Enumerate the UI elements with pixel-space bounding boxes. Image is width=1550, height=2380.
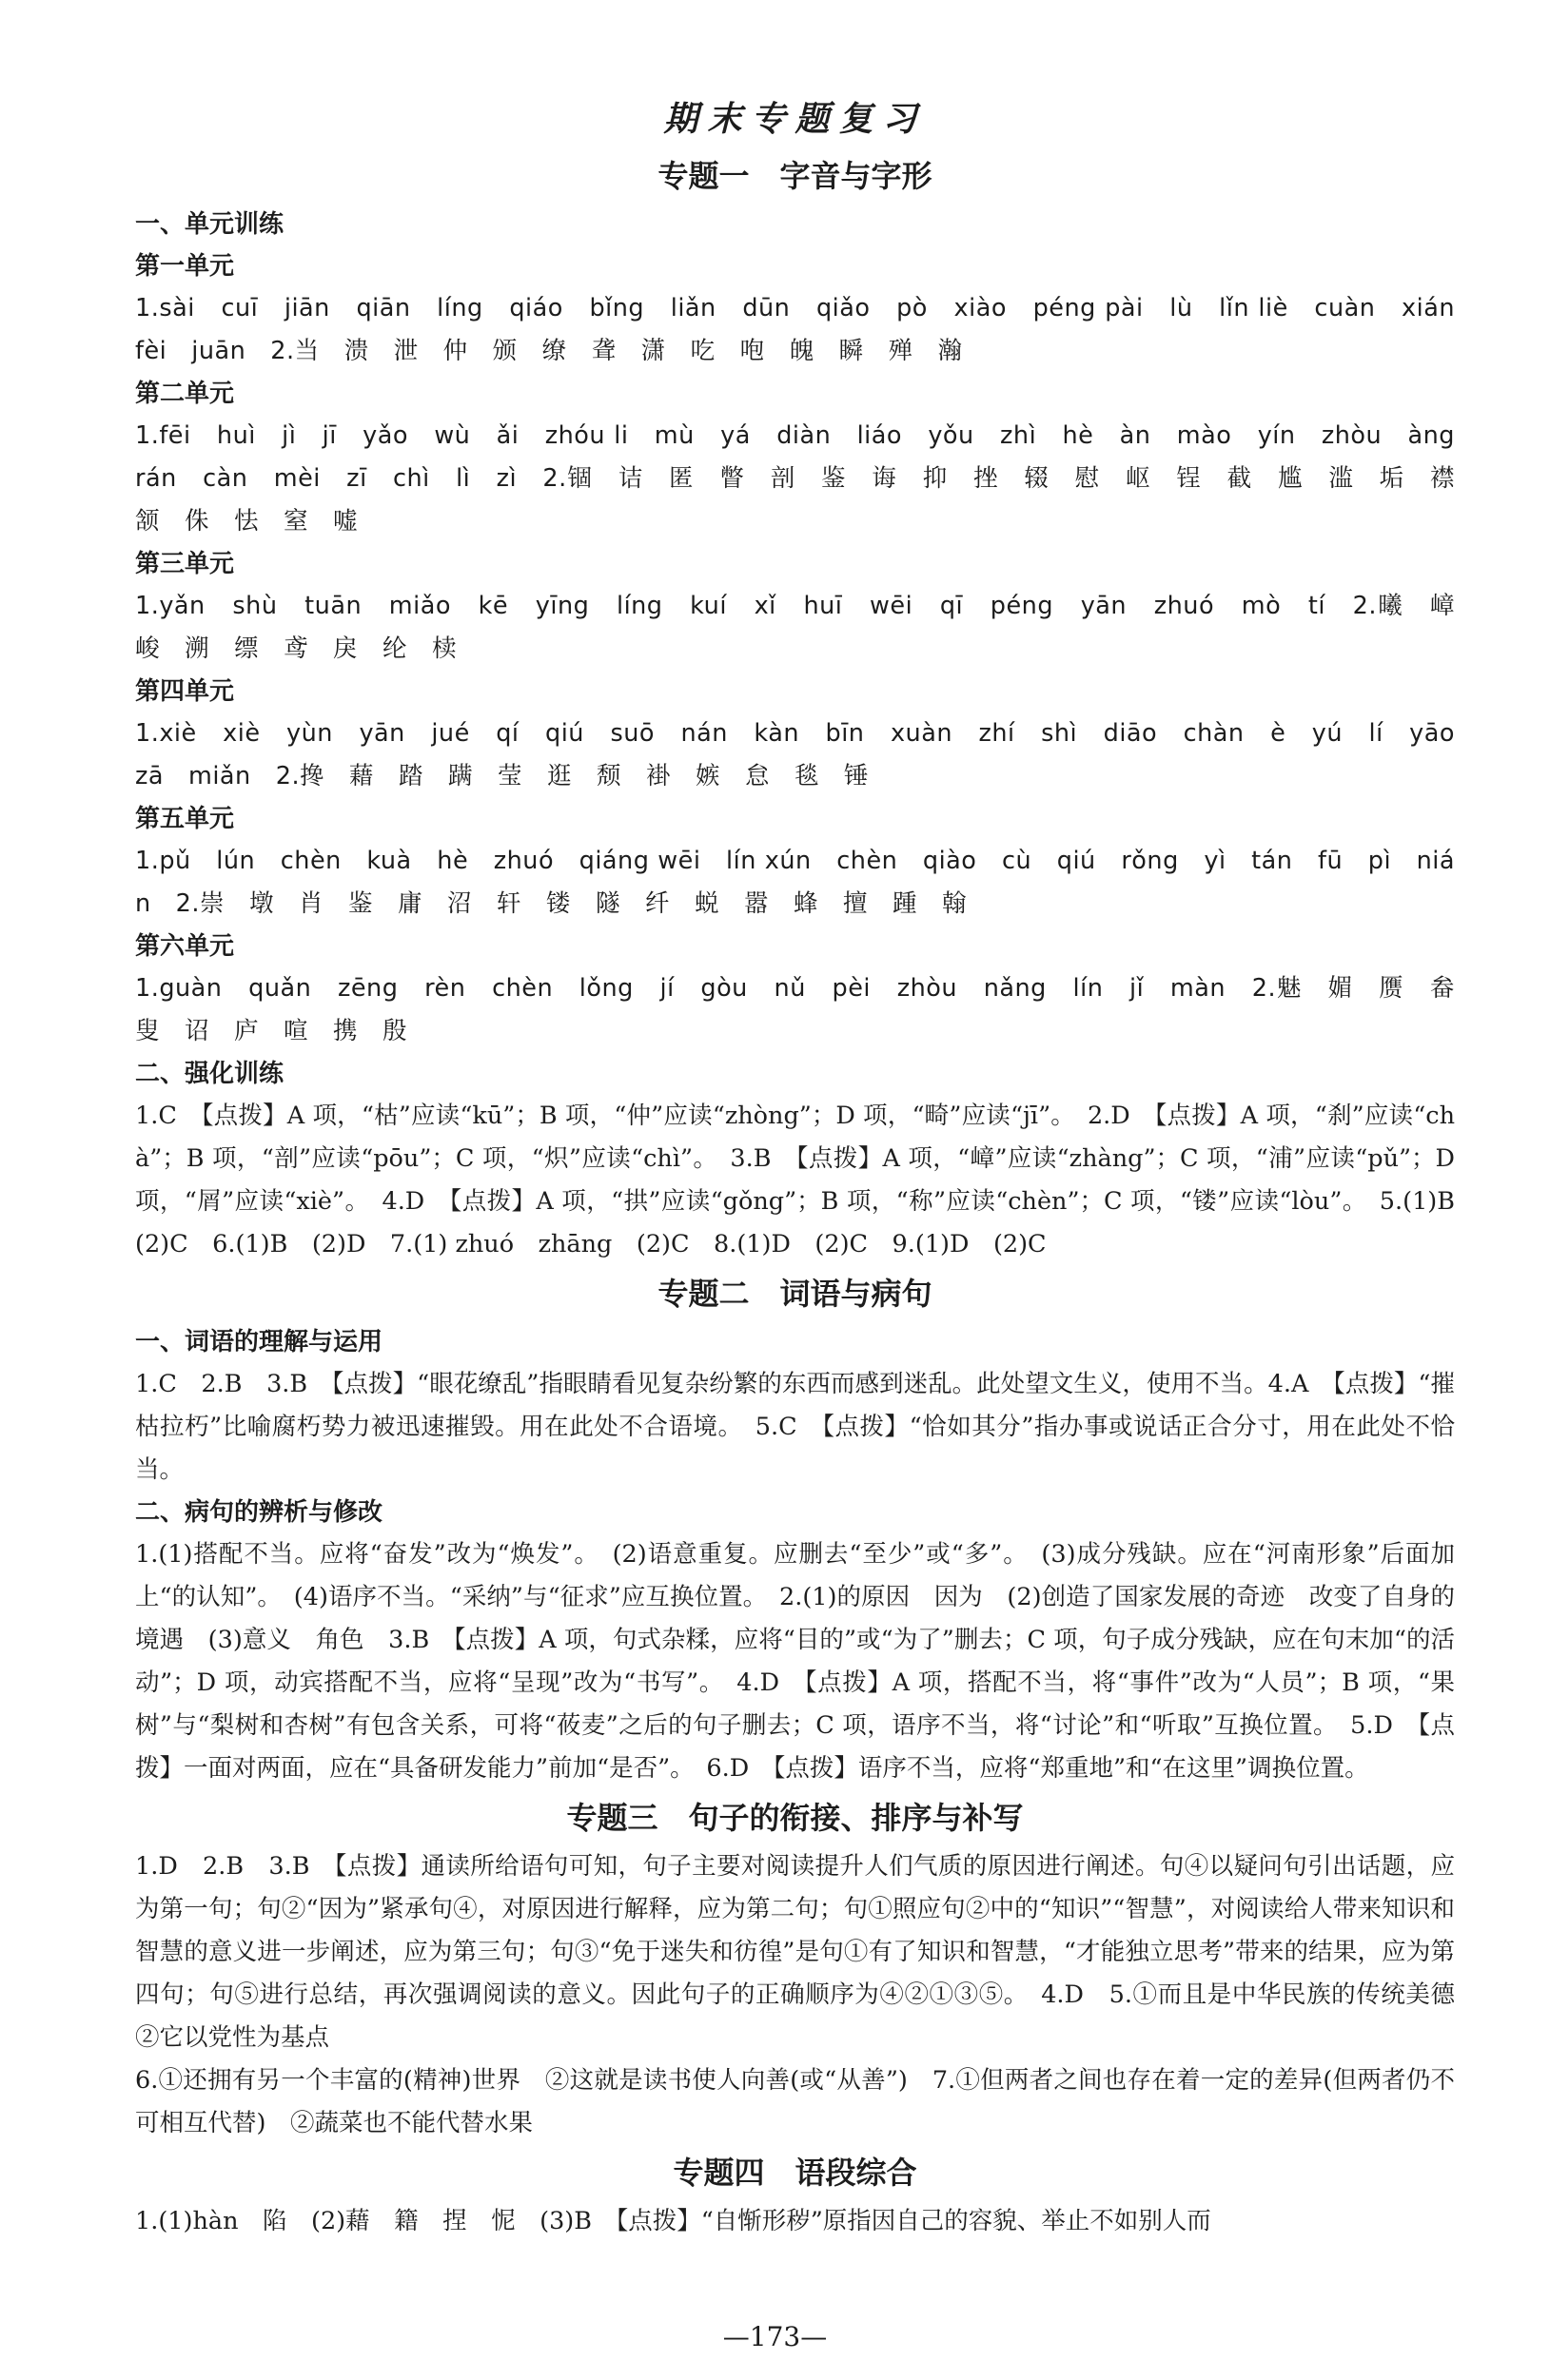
unit1-answers: 1.sài cuī jiān qiān líng qiáo bǐng liǎn dūn qiǎo pò xiào péng pài lù lǐn liè cuàn xián fèi juān 2.当 溃 泄 仲 颁 缭 聋 潇 吃 咆 魄 瞬 殚 瀚 [135,294,1481,365]
topic4-answers: 1.(1)hàn 陷 (2)藉 籍 捏 怩 (3)B 【点拨】“自惭形秽”原指因自己的容貌、举止不如别人而 [135,2207,1211,2235]
topic2-title: 专题二 词语与病句 [657,1276,932,1312]
topic2-sec1-answers: 1.C 2.B 3.B 【点拨】“眼花缭乱”指眼睛看见复杂纷繁的东西而感到迷乱。此处望文生义，使用不当。4.A 【点拨】“摧枯拉朽”比喻腐朽势力被迅速摧毁。用在此处不合语境。 5.C 【点拨】“恰如其分”指办事或说话正合分寸，用在此处不恰当。 [135,1370,1455,1484]
unit3-answers: 1.yǎn shù tuān miǎo kē yīng líng kuí xǐ huī wēi qī péng yān zhuó mò tí 2.曦 嶂 峻 溯 缥 鸢 戾 纶 椟 [135,592,1481,663]
unit4-title: 第四单元 [135,677,235,706]
unit3-title: 第三单元 [135,550,235,578]
unit2-answers: 1.fēi huì jì jī yǎo wù ǎi zhóu li mù yá diàn liáo yǒu zhì hè àn mào yín zhòu àng rán càn mèi zī chì lì zì 2.锢 诘 匿 瞥 剖 鉴 诲 抑 挫 辍 慰 岖 锃 截 尴 滥 垢 襟 颔 侏 怯 窒 嘘 [135,421,1481,536]
unit1-title: 第一单元 [135,252,235,281]
topic1-sec1-title: 一、单元训练 [135,210,284,239]
topic3-answers-part2: 6.①还拥有另一个丰富的(精神)世界 ②这就是读书使人向善(或“从善”) 7.①但两者之间也存在着一定的差异(但两者仍不可相互代替) ②蔬菜也不能代替水果 [135,2066,1455,2137]
topic4-title: 专题四 语段综合 [673,2155,917,2191]
topic2-sec1-title: 一、词语的理解与运用 [135,1328,383,1356]
topic2-sec2-title: 二、病句的辨析与修改 [135,1498,383,1527]
unit2-title: 第二单元 [135,380,235,408]
topic2-sec2-answers: 1.(1)搭配不当。应将“奋发”改为“焕发”。 (2)语意重复。应删去“至少”或“多”。 (3)成分残缺。应在“河南形象”后面加上“的认知”。 (4)语序不当。“采纳”与“征求”应互换位置。 2.(1)的原因 因为 (2)创造了国家发展的奇迹 改变了自身的境遇 (3)意义 角色 3.B 【点拨】A 项，句式杂糅，应将“目的”或“为了”删去；C 项，句子成分残缺，应在句末加“的活动”；D 项，动宾搭配不当，应将“呈现”改为“书写”。 4.D 【点拨】A 项，搭配不当，将“事件”改为“人员”；B 项，“果树”与“梨树和杏树”有包含关系，可将“莜麦”之后的句子删去；C 项，语序不当，将“讨论”和“听取”互换位置。 5.D 【点拨】一面对两面，应在“具备研发能力”前加“是否”。 6.D 【点拨】语序不当，应将“郑重地”和“在这里”调换位置。 [135,1540,1455,1783]
topic3-title: 专题三 句子的衔接、排序与补写 [566,1800,1024,1836]
unit5-title: 第五单元 [135,805,235,833]
unit5-answers: 1.pǔ lún chèn kuà hè zhuó qiáng wēi lín xún chèn qiào cù qiú rǒng yì tán fū pì nián 2.崇 墩 肖 鉴 庸 沼 轩 镂 隧 纤 蜕 嚣 蜂 擅 踵 翰 [135,847,1455,918]
topic1-sec2-answers: 1.C 【点拨】A 项，“枯”应读“kū”；B 项，“仲”应读“zhòng”；D 项，“畸”应读“jī”。 2.D 【点拨】A 项，“刹”应读“chà”；B 项，“剖”应读“pōu”；C 项，“炽”应读“chì”。 3.B 【点拨】A 项，“嶂”应读“zhàng”；C 项，“浦”应读“pǔ”；D 项，“屑”应读“xiè”。 4.D 【点拨】A 项，“拱”应读“gǒng”；B 项，“称”应读“chèn”；C 项，“镂”应读“lòu”。 5.(1)B (2)C 6.(1)B (2)D 7.(1) zhuó zhāng (2)C 8.(1)D (2)C 9.(1)D (2)C [135,1102,1480,1258]
unit6-answers: 1.guàn quǎn zēng rèn chèn lǒng jí gòu nǔ pèi zhòu nǎng lín jǐ màn 2.魅 媚 赝 畚 叟 诏 庐 喧 携 殷 [135,974,1481,1045]
topic1-sec2-title: 二、强化训练 [135,1060,284,1088]
page-title: 期末专题复习 [663,99,927,139]
unit4-answers: 1.xiè xiè yùn yān jué qí qiú suō nán kàn bīn xuàn zhí shì diāo chàn è yú lí yāo zā miǎn 2.搀 藉 踏 蹒 莹 逛 颓 褂 嫉 怠 毯 锤 [135,719,1481,790]
page-number: —173— [722,2321,828,2352]
unit6-title: 第六单元 [135,932,235,961]
topic1-title: 专题一 字音与字形 [657,158,932,194]
topic3-answers-part1: 1.D 2.B 3.B 【点拨】通读所给语句可知，句子主要对阅读提升人们气质的原因进行阐述。句④以疑问句引出话题，应为第一句；句②“因为”紧承句④，对原因进行解释，应为第二句；句①照应句②中的“知识”“智慧”，对阅读给人带来知识和智慧的意义进一步阐述，应为第三句；句③“免于迷失和彷徨”是句①有了知识和智慧，“才能独立思考”带来的结果，应为第四句；句⑤进行总结，再次强调阅读的意义。因此句子的正确顺序为④②①③⑤。 4.D 5.①而且是中华民族的传统美德 ②它以党性为基点 [135,1852,1480,2052]
